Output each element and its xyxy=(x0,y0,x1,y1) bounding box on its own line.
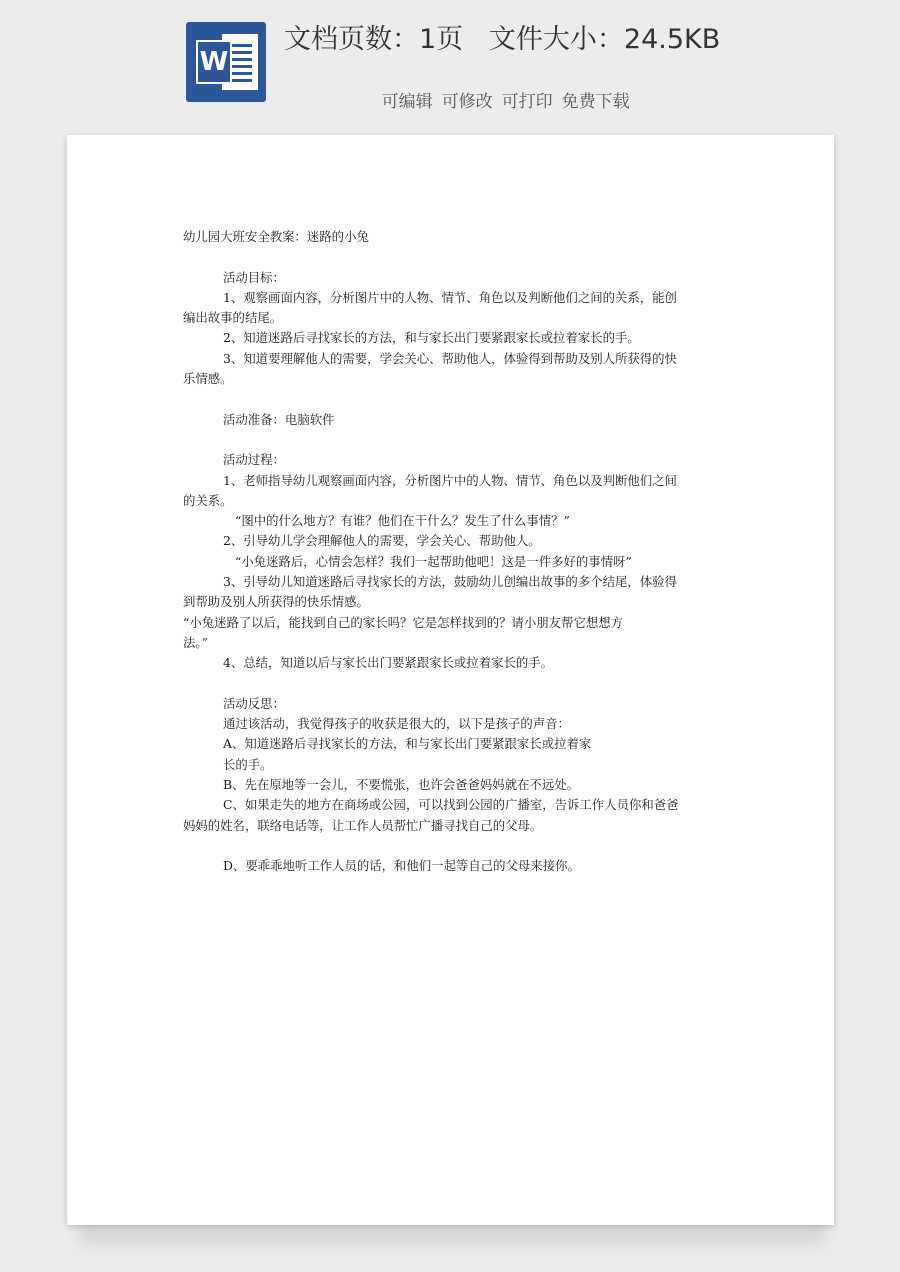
quote-2: “小兔迷路后，心情会怎样？我们一起帮助他吧！这是一件多好的事情呀” xyxy=(235,553,632,569)
feature-modifiable: 可修改 xyxy=(441,92,493,112)
goals-heading: 活动目标： xyxy=(223,269,285,285)
item-d: D、要乖乖地听工作人员的话，和他们一起等自己的父母来接你。 xyxy=(223,858,580,874)
document-body xyxy=(183,227,719,877)
item-b: B、先在原地等一会儿，不要慌张，也许会爸爸妈妈就在不远处。 xyxy=(223,777,580,793)
document-page xyxy=(67,135,834,1225)
item-a-line-1: A、知道迷路后寻找家长的方法，和与家长出门要紧跟家长或拉着家 xyxy=(223,736,592,752)
item-a-line-2: 长的手。 xyxy=(223,756,273,772)
goal-2: 2、知道迷路后寻找家长的方法，和与家长出门要紧跟家长或拉着家长的手。 xyxy=(223,330,640,346)
feature-free-download: 免费下载 xyxy=(561,92,630,112)
step-3-line-2: 到帮助及别人所获得的快乐情感。 xyxy=(183,594,369,610)
step-2: 2、引导幼儿学会理解他人的需要，学会关心、帮助他人。 xyxy=(223,533,541,549)
file-feature-list xyxy=(360,66,639,138)
process-heading: 活动过程： xyxy=(223,452,285,468)
download-banner xyxy=(0,0,900,130)
goal-3-line-2: 乐情感。 xyxy=(183,371,233,387)
quote-1: “图中的什么地方？有谁？他们在干什么？发生了什么事情？” xyxy=(235,513,570,529)
feature-editable: 可编辑 xyxy=(381,92,433,112)
reflection-intro: 通过该活动，我觉得孩子的收获是很大的，以下是孩子的声音： xyxy=(223,716,570,732)
quote-3-line-2: 法。” xyxy=(183,634,208,650)
item-c-line-2: 妈妈的姓名，联络电话等，让工作人员帮忙广播寻找自己的父母。 xyxy=(183,817,543,833)
document-title: 幼儿园大班安全教案：迷路的小兔 xyxy=(183,229,369,244)
step-4: 4、总结，知道以后与家长出门要紧跟家长或拉着家长的手。 xyxy=(223,655,554,671)
item-c-line-1: C、如果走失的地方在商场或公园，可以找到公园的广播室，告诉工作人员你和爸爸 xyxy=(223,797,679,813)
word-document-icon xyxy=(186,22,266,102)
step-1-line-2: 的关系。 xyxy=(183,492,233,508)
preparation: 活动准备：电脑软件 xyxy=(223,411,335,427)
reflection-heading: 活动反思： xyxy=(223,695,285,711)
goal-3-line-1: 3、知道要理解他人的需要，学会关心、帮助他人，体验得到帮助及别人所获得的快 xyxy=(223,350,677,366)
step-1-line-1: 1、老师指导幼儿观察画面内容，分析图片中的人物、情节、角色以及判断他们之间 xyxy=(223,472,677,488)
goal-1-line-2: 编出故事的结尾。 xyxy=(183,310,283,326)
file-info-title: 文档页数：1页 文件大小：24.5KB xyxy=(284,24,721,55)
goal-1-line-1: 1、观察画面内容，分析图片中的人物、情节、角色以及判断他们之间的关系，能创 xyxy=(223,289,677,305)
step-3-line-1: 3、引导幼儿知道迷路后寻找家长的方法，鼓励幼儿创编出故事的多个结尾，体验得 xyxy=(223,574,677,590)
feature-printable: 可打印 xyxy=(501,92,553,112)
quote-3-line-1: “小兔迷路了以后，能找到自己的家长吗？它是怎样找到的？请小朋友帮它想想方 xyxy=(183,614,624,630)
word-icon-letter: W xyxy=(199,47,229,77)
